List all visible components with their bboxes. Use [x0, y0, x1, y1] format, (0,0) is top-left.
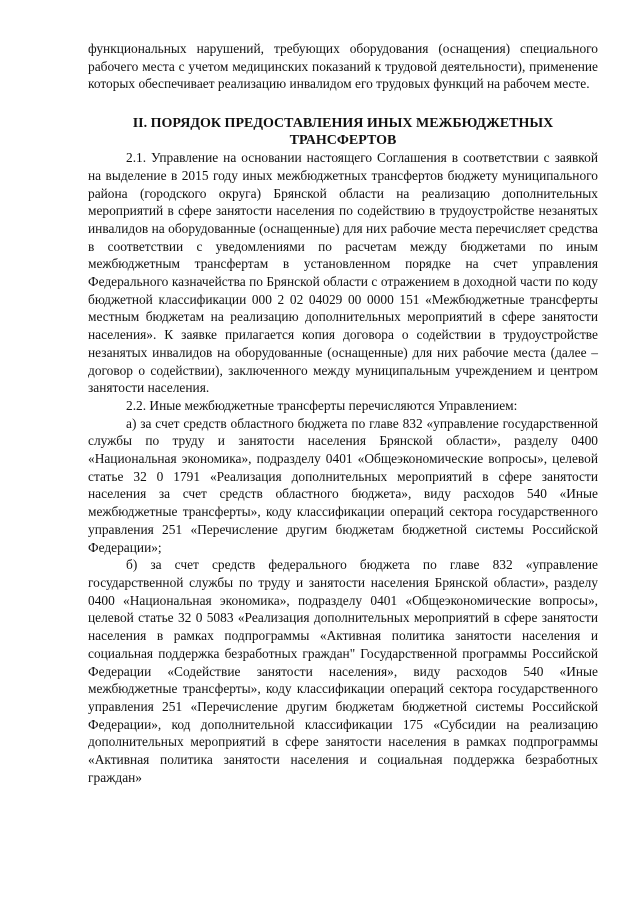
paragraph-2-2-a: а) за счет средств областного бюджета по главе 832 «управление государственной службы по труду и занятости населения Брянской области», разделу 0400 «Национальная экономика», подразделу 0401 «Общеэкономические вопросы», целевой статье 32 0 1791 «Реализация дополнительных мероприятий в сфере занятости населения за счет средств областного бюджета», виду расходов 540 «Иные межбюджетные трансферты», коду классификации операций сектора государственного управления 251 «Перечисление другим бюджетам бюджетной системы Российской Федерации»; — [88, 415, 598, 555]
paragraph-2-1: 2.1. Управление на основании настоящего Соглашения в соответствии с заявкой на выделение в 2015 году иных межбюджетных трансфертов бюджету муниципального района (городского округа) Брянской области на реализацию дополнительных мероприятий в сфере занятости населения по содействию в трудоустройстве незанятых инвалидов на оборудованные (оснащенные) для них рабочие места перечисляет средства в соответствии с уведомлениями по расчетам между бюджетами по иным межбюджетным трансфертам в установленном порядке на счет управления Федерального казначейства по Брянской области с отражением в доходной части по коду бюджетной классификации 000 2 02 04029 00 0000 151 «Межбюджетные трансферты местным бюджетам на реализацию дополнительных мероприятий в сфере занятости населения». К заявке прилагается копия договора о содействии в трудоустройстве незанятых инвалидов на оборудованные (оснащенные) для них рабочие места (далее – договор о содействии), заключенного между муниципальным учреждением и центром занятости населения. — [88, 150, 598, 396]
paragraph-2-2-b: б) за счет средств федерального бюджета по главе 832 «управление государственной службы по труду и занятости населения Брянской области», разделу 0400 «Национальная экономика», подразделу 0401 «Общеэкономические вопросы», целевой статье 32 0 5083 «Реализация дополнительных мероприятий в сфере занятости населения в рамках подпрограммы «Активная политика занятости населения и социальная поддержка безработных граждан" Государственной программы Российской Федерации «Содействие занятости населения», виду расходов 540 «Иные межбюджетные трансферты», коду классификации операций сектора государственного управления 251 «Перечисление другим бюджетам бюджетной системы Российской Федерации», код дополнительной классификации 175 «Субсидии на реализацию дополнительных мероприятий в сфере занятости населения в рамках подпрограммы «Активная политика занятости населения и социальная поддержка безработных граждан» — [88, 557, 598, 785]
paragraph-2-2: 2.2. Иные межбюджетные трансферты перечисляются Управлением: — [126, 397, 518, 413]
document-page — [88, 40, 598, 786]
intro-paragraph: функциональных нарушений, требующих оборудования (оснащения) специального рабочего места с учетом медицинских показаний к трудовой деятельности), применение которых обеспечивает реализацию инвалидом его трудовых функций на рабочем месте. — [88, 41, 598, 92]
section-heading: II. ПОРЯДОК ПРЕДОСТАВЛЕНИЯ ИНЫХ МЕЖБЮДЖЕТНЫХ ТРАНСФЕРТОВ — [132, 116, 554, 149]
